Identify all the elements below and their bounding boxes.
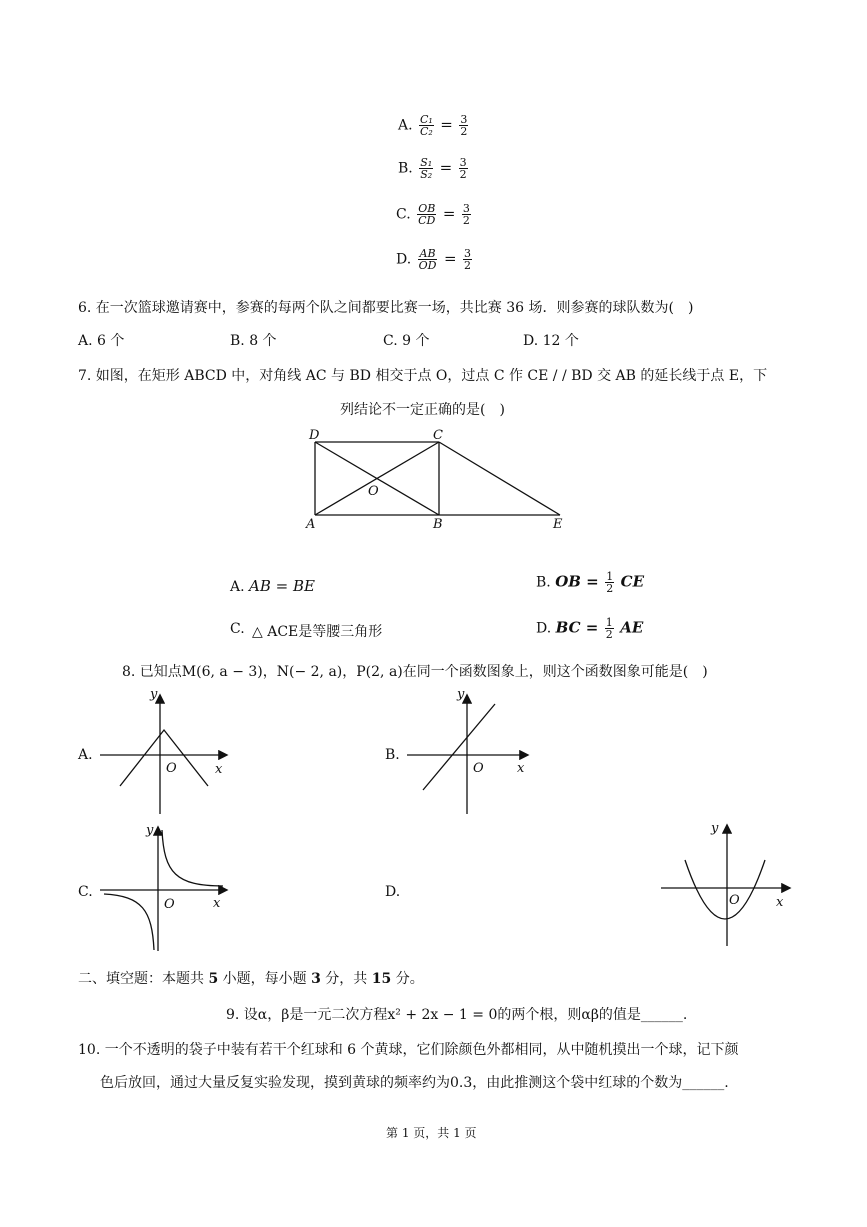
q7-option-c-text: △ ACE是等腰三角形 [252,624,383,640]
q8-d-x-label: x [776,895,784,910]
q8-graph-a [98,686,233,816]
q7-stem-line2: 列结论不一定正确的是( ) [340,402,505,418]
q8-option-a-label: A. [78,747,93,763]
q8-a-x-label: x [215,762,223,777]
q8-graph-b [405,686,535,816]
q5-option-b-lhs: $\frac{\text{S₁}}{\text{S₂}}$ [420,156,433,181]
q8-d-origin: O [729,893,740,908]
q7-option-b-label: B. [536,574,551,591]
q7-stem-line1: 7. 如图，在矩形 ABCD 中，对角线 AC 与 BD 相交于点 O，过点 C 作 CE / / BD 交 AB 的延长线于点 E，下 [78,368,768,384]
q8-stem: 8. 已知点M(6, a − 3)，N(− 2, a)，P(2, a)在同一个函数图象上，则这个函数图象可能是( ) [122,664,708,680]
q7-label-e: E [553,517,563,532]
q7-option-a-text: AB = BE [249,577,315,595]
q8-option-c-label: C. [78,884,93,900]
q7-option-b-post: CE [620,572,645,591]
q10-line1: 10. 一个不透明的袋子中装有若干个红球和 6 个黄球，它们除颜色外都相同，从中随机摸出一个球，记下颜 [78,1042,739,1058]
q5-option-b: B. $\frac{\text{S₁}}{\text{S₂}}$ = $\frac{3}{2}$ [398,156,467,181]
q7-option-d-pre: BC = [555,618,599,637]
q7-label-o: O [368,484,379,499]
q8-c-origin: O [164,897,175,912]
q10-line2: 色后放回，通过大量反复实验发现，摸到黄球的频率约为0.3，由此推测这个袋中红球的个数为______. [100,1075,729,1091]
q7-option-a-label: A. [230,579,245,595]
q5-option-a: A. $\frac{\text{C₁}}{\text{C₂}}$ = $\frac{3}{2}$ [398,113,468,138]
q8-a-y-label: y [150,687,158,702]
q5-option-a-lhs: $\frac{\text{C₁}}{\text{C₂}}$ [420,113,433,138]
q6-stem: 6. 在一次篮球邀请赛中，参赛的每两个队之间都要比赛一场，共比赛 36 场．则参赛的球队数为( ) [78,300,694,316]
q5-option-a-rhs: $\frac{3}{2}$ [460,113,468,138]
q9-text: 9. 设α，β是一元二次方程x² + 2x − 1 = 0的两个根，则αβ的值是______. [226,1007,688,1023]
q8-option-b-label: B. [385,747,400,763]
q7-label-b: B [433,517,443,532]
q6-option-b: B. 8 个 [230,333,277,349]
q7-option-b-frac: $\frac{1}{2}$ [606,570,614,595]
q6-option-c: C. 9 个 [383,333,430,349]
q5-option-d-label: D. [396,251,412,268]
q7-option-d-frac: $\frac{1}{2}$ [605,616,613,641]
q8-d-y-label: y [711,821,719,836]
q7-option-d-post: AE [620,618,644,637]
q8-graph-d [655,818,795,948]
q8-c-y-label: y [146,823,154,838]
q7-option-b-pre: OB = [555,572,599,591]
q5-option-b-rhs: $\frac{3}{2}$ [459,156,467,181]
q5-option-a-label: A. [398,117,413,134]
q8-a-origin: O [166,761,177,776]
q7-label-d: D [309,428,320,443]
page-footer: 第 1 页，共 1 页 [386,1126,477,1140]
q7-option-b [536,571,644,594]
q5-option-c-label: C. [396,206,411,223]
q5-option-c-lhs: $\frac{OB}{CD}$ [418,202,436,227]
q6-option-a: A. 6 个 [78,333,125,349]
q7-rectangle-figure [300,422,580,534]
q7-option-c: C. [230,621,245,637]
q8-c-x-label: x [213,896,221,911]
q5-option-d: D. $\frac{AB}{OD}$ = $\frac{3}{2}$ [396,247,471,272]
q7-option-a [230,577,315,595]
q5-option-d-lhs: $\frac{AB}{OD}$ [418,247,437,272]
q7-label-c: C [433,428,443,443]
q8-b-y-label: y [457,687,465,702]
q8-b-origin: O [473,761,484,776]
q5-option-d-rhs: $\frac{3}{2}$ [463,247,471,272]
q7-option-d-label: D. [536,620,552,637]
q7-option-d [536,617,643,640]
section2-heading: 二、填空题：本题共 5 小题，每小题 3 分，共 15 分。 [78,971,424,987]
q7-label-a: A [306,517,316,532]
q8-option-d-label: D. [385,884,401,900]
q6-option-d: D. 12 个 [523,333,579,349]
q5-option-c: C. $\frac{OB}{CD}$ = $\frac{3}{2}$ [396,202,470,227]
q5-option-c-rhs: $\frac{3}{2}$ [462,202,470,227]
q5-option-b-label: B. [398,160,413,177]
q8-b-x-label: x [517,761,525,776]
q8-graph-c [98,818,233,953]
